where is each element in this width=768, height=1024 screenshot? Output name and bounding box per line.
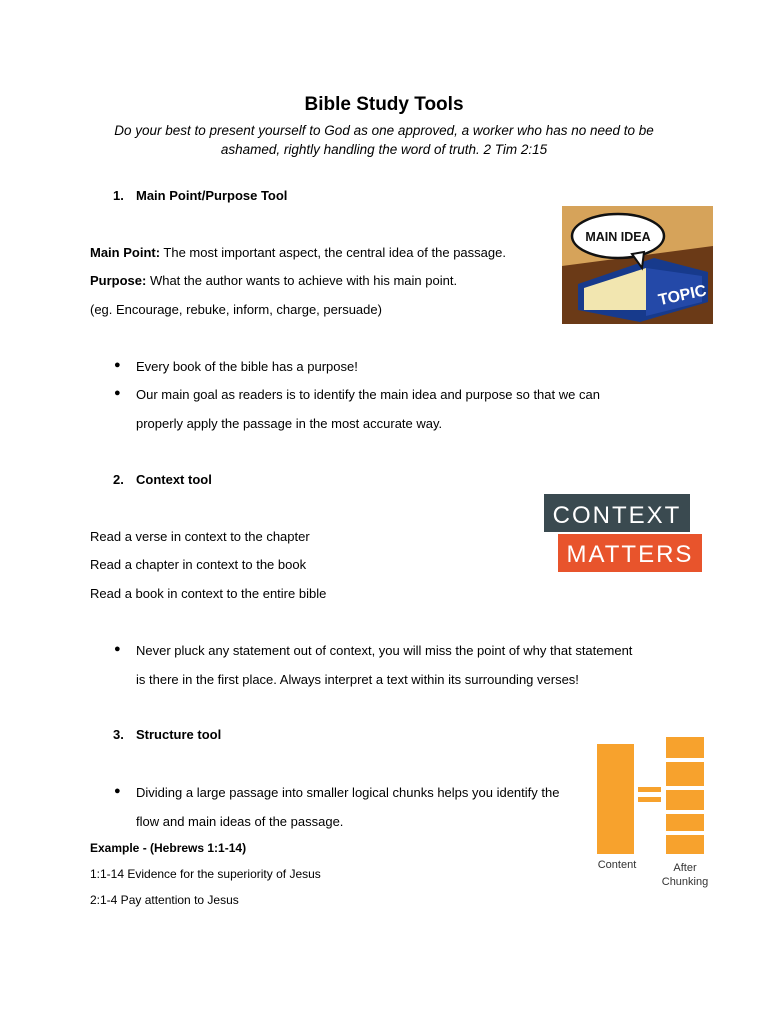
section-3-heading: Structure tool [136, 727, 222, 742]
section-2-heading: Context tool [136, 472, 212, 487]
bullet-text: Dividing a large passage into smaller logical chunks helps you identify the [136, 785, 560, 800]
equals-sign-top [638, 787, 661, 792]
chunking-diagram [592, 736, 714, 890]
bullet-icon: ● [114, 387, 121, 399]
chunking-label: Chunking [661, 876, 709, 888]
equals-sign-bottom [638, 797, 661, 802]
bubble-main-idea-label: MAIN IDEA [585, 230, 651, 244]
section-1-number: 1. [113, 188, 124, 203]
bullet-text: Our main goal as readers is to identify the main idea and purpose so that we can [136, 387, 600, 402]
purpose-line [90, 272, 457, 289]
main-point-label: Main Point: [90, 245, 161, 260]
context-line: Read a verse in context to the chapter [90, 529, 310, 544]
bullet-icon: ● [114, 359, 121, 371]
bullet-text-continued: is there in the first place. Always interpret a text within its surrounding verses! [136, 672, 579, 687]
main-point-text: The most important aspect, the central idea of the passage. [160, 245, 506, 260]
main-idea-book-image [562, 206, 713, 324]
purpose-examples: (eg. Encourage, rebuke, inform, charge, persuade) [90, 302, 382, 317]
chunk-block [666, 762, 704, 786]
example-line: 2:1-4 Pay attention to Jesus [90, 893, 239, 907]
content-label: Content [597, 859, 637, 871]
bullet-text-continued: flow and main ideas of the passage. [136, 814, 344, 829]
chunk-block [666, 835, 704, 854]
page-title: Bible Study Tools [304, 94, 464, 115]
context-line: Read a chapter in context to the book [90, 557, 307, 572]
purpose-label: Purpose: [90, 273, 147, 288]
bullet-text-continued: properly apply the passage in the most accurate way. [136, 416, 443, 431]
context-line: Read a book in context to the entire bible [90, 586, 327, 601]
chunk-block [666, 737, 704, 758]
bullet-text: Never pluck any statement out of context, you will miss the point of why that statement [136, 643, 633, 658]
book-topic-label: TOPIC [656, 282, 708, 310]
scripture-quote: Do your best to present yourself to God as one approved, a worker who has no need to be ashamed, rightly handling the word of truth. 2 Tim 2:15 [114, 123, 654, 157]
bullet-icon: ● [114, 643, 121, 655]
chunk-block [666, 814, 704, 831]
bullet-icon: ● [114, 785, 121, 797]
context-matters-image [544, 494, 704, 576]
matters-label: MATTERS [566, 541, 694, 568]
chunk-block [666, 790, 704, 810]
bullet-text: Every book of the bible has a purpose! [136, 359, 358, 374]
after-label: After [673, 862, 697, 874]
context-label: CONTEXT [552, 502, 682, 529]
main-point-line [90, 244, 506, 261]
section-3-number: 3. [113, 727, 124, 742]
section-2-number: 2. [113, 472, 124, 487]
section-1-heading: Main Point/Purpose Tool [136, 188, 288, 203]
example-heading: Example - (Hebrews 1:1-14) [90, 841, 247, 855]
purpose-text: What the author wants to achieve with his main point. [146, 273, 458, 288]
content-block [597, 744, 634, 854]
example-line: 1:1-14 Evidence for the superiority of Jesus [90, 867, 321, 881]
